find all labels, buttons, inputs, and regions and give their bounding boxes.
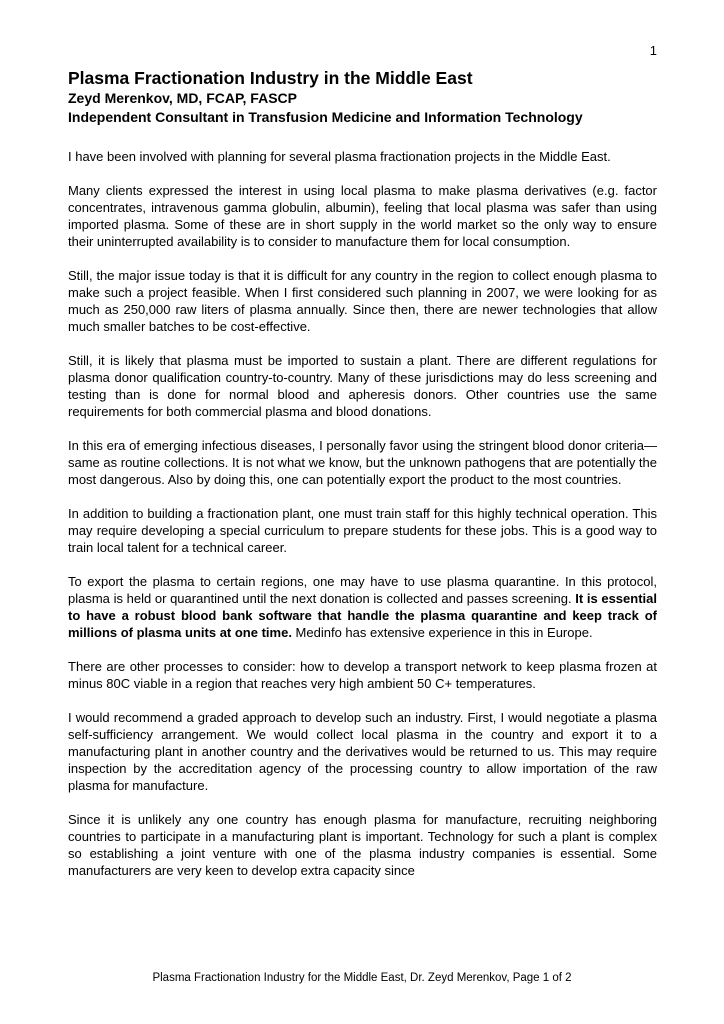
paragraph-text: Medinfo has extensive experience in this in Europe. <box>291 625 593 640</box>
paragraph <box>68 505 657 556</box>
page-number: 1 <box>649 43 657 58</box>
paragraph-text: To export the plasma to certain regions, one may have to use plasma quarantine. In this protocol, plasma is held or quarantined until the next donation is collected and passes screening. <box>68 574 657 606</box>
paragraph-text: In addition to building a fractionation plant, one must train staff for this highly technical operation. This may require developing a special curriculum to prepare students for these jobs. This is a good way to train local talent for a technical career. <box>68 506 657 555</box>
paragraph <box>68 573 657 641</box>
paragraph-bold-text: It is essential to have a robust blood bank software that handle the plasma quarantine and keep track of millions of plasma units at one time. <box>68 591 657 640</box>
page-footer: Plasma Fractionation Industry for the Middle East, Dr. Zeyd Merenkov, Page 1 of 2 <box>152 972 572 984</box>
affiliation-line: Independent Consultant in Transfusion Medicine and Information Technology <box>68 109 583 125</box>
paragraph-text: There are other processes to consider: how to develop a transport network to keep plasma frozen at minus 80C viable in a region that reaches very high ambient 50 C+ temperatures. <box>68 659 657 691</box>
paragraph <box>68 148 657 165</box>
paragraph <box>68 182 657 250</box>
paragraph <box>68 658 657 692</box>
paragraph-text: Since it is unlikely any one country has enough plasma for manufacture, recruiting neighboring countries to participate in a manufacturing plant is important. Technology for such a plant is complex so establishing a joint venture with one of the plasma industry companies is essential. Some manufacturers are very keen to develop extra capacity since <box>68 812 657 878</box>
paragraph <box>68 709 657 794</box>
paragraph <box>68 352 657 420</box>
paragraph-text: Still, it is likely that plasma must be imported to sustain a plant. There are different regulations for plasma donor qualification country-to-country. Many of these jurisdictions may do less screening and testing than is done for normal blood and apheresis donors. Other countries use the same requirements for both commercial plasma and blood donations. <box>68 353 657 419</box>
paragraph <box>68 811 657 879</box>
document-body <box>68 148 657 879</box>
paragraph-text: In this era of emerging infectious diseases, I personally favor using the stringent blood donor criteria—same as routine collections. It is not what we know, but the unknown pathogens that are potentially the most dangerous. Also by doing this, one can potentially export the product to the most countries. <box>68 438 657 487</box>
paragraph-text: I would recommend a graded approach to develop such an industry. First, I would negotiate a plasma self-sufficiency arrangement. We would collect local plasma in the country and export it to a manufacturing plant in another country and the derivatives would be returned to us. This may require inspection by the accreditation agency of the processing country to allow importation of the raw plasma for manufacture. <box>68 710 657 793</box>
paragraph <box>68 267 657 335</box>
document-title: Plasma Fractionation Industry in the Middle East <box>68 68 473 88</box>
paragraph <box>68 437 657 488</box>
author-line: Zeyd Merenkov, MD, FCAP, FASCP <box>68 90 297 106</box>
paragraph-text: I have been involved with planning for several plasma fractionation projects in the Middle East. <box>68 149 611 164</box>
paragraph-text: Still, the major issue today is that it is difficult for any country in the region to collect enough plasma to make such a project feasible. When I first considered such planning in 2007, we were looking for as much as 250,000 raw liters of plasma annually. Since then, there are newer technologies that allow much smaller batches to be cost-effective. <box>68 268 657 334</box>
paragraph-text: Many clients expressed the interest in using local plasma to make plasma derivatives (e.g. factor concentrates, intravenous gamma globulin, albumin), feeling that local plasma was safer than using imported plasma. Some of these are in short supply in the world market so the only way to ensure their uninterrupted availability is to consider to manufacture them for local consumption. <box>68 183 657 249</box>
